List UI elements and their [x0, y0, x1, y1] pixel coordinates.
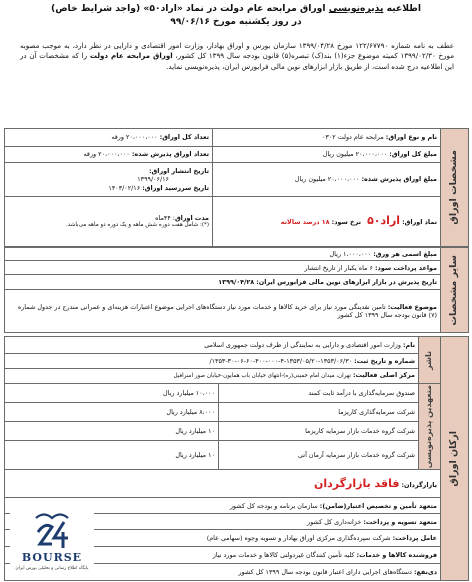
bourse-24-logo-mark: [30, 508, 74, 552]
intro-text-2: را که مشخصات آن در این اطلاعیه درج شده است، از طریق بازار ابزارهای نوین مالی فرابورس ایران، پذیره‌نویسی نماید.: [20, 51, 454, 71]
market-maker-cell: بازارگردان: فاقد بازارگردان: [5, 470, 441, 498]
publisher-reg-cell: شماره و تاریخ ثبت: ۱۳۵۳/۰۶/۳۰-۱۳۵۳/۰۵/۲۰-۴-۰۰۰-۴۰۰-۶۰-۰۶-۳۰-۱۳۵۳/: [5, 354, 419, 369]
publisher-office-cell: مرکز اصلی فعالیت: تهران، میدان امام خمینی(ره)-انتهای خیابان باب همایون-خیابان صور اسرافیل: [5, 369, 419, 384]
payment-cell: مواعد پرداخت سود: ۶ ماه یکبار از تاریخ انتشار: [5, 261, 441, 275]
intro-paragraph: [20, 41, 454, 72]
title-prefix: اطلاعیه: [383, 3, 421, 14]
total-count-cell: تعداد کل اوراق: ۲۰،۰۰۰،۰۰۰ ورقه: [5, 129, 213, 147]
intro-bold: اوراق مرابحه عام دولت: [89, 51, 173, 61]
underwriter-row: صندوق سرمایه‌گذاری با درآمد ثابت کمند: [219, 384, 419, 403]
accepted-amount-cell: مبلغ اوراق پذیرش شده: ۲۰،۰۰۰،۰۰۰ میلیون ریال: [213, 163, 441, 197]
term-cell: مدت اوراق: ۴۴ماه (*): شامل هفت دوره شش ماهه و یک دوره دو ماهه می‌باشد.: [5, 197, 213, 247]
underwriter-amount: ۱۰ میلیارد ریال: [5, 421, 219, 440]
page-subtitle: در روز یکشنبه مورخ ۹۹/۰۶/۱۶: [170, 17, 302, 27]
securities-table: [4, 128, 469, 247]
publisher-name-cell: نام: وزارت امور اقتصادی و دارایی به نمایندگی از طرف دولت جمهوری اسلامی: [5, 337, 419, 354]
securities-section-header: مشخصات اوراق: [441, 129, 469, 247]
other-specs-table: [4, 247, 469, 333]
logo-tagline: پایگاه اطلاع رسانی و تحلیلی بورس ایران: [15, 566, 89, 571]
logo-brand-text: BOURSE: [21, 551, 83, 564]
seller-cell: فروشنده کالاها و خدمات: کلیه تأمین کنندگان غیردولتی کالاها و خدمات مورد نیاز: [5, 547, 441, 564]
payment-agent-cell: عامل پرداخت: شرکت سپرده‌گذاری مرکزی اوراق بهادار و تسویه وجوه (سهامی عام): [5, 530, 441, 547]
underwriter-row: شرکت گروه خدمات بازار سرمایه کاریزما: [219, 421, 419, 440]
other-section-header: سایر مشخصات: [441, 248, 469, 333]
intro-text-1: عطف به نامه شماره ۱۲۲/۶۷۷۹۰ مورخ ۱۳۹۹/۰۴/۲۸ سازمان بورس و اوراق بهادار، وزارت امور اقتصادی و دارایی در نظر دارد، به موجب مصوبه مورخ ۱۳۹۹/۰۲/۳۰ کمیته موضوع جزء(۱) بند(ک) تبصره(۵) قانون بودجه سال ۱۳۹۹ کل کشور،: [20, 41, 454, 61]
bourse-logo: [10, 508, 94, 578]
market-maker-value: فاقد بازارگردان: [313, 476, 400, 490]
total-amount-cell: مبلغ کل اوراق: ۲۰،۰۰۰،۰۰۰ میلیون ریال: [213, 147, 441, 163]
symbol-value: اراد۵۰: [367, 214, 401, 228]
pillars-section-header: ارکان اوراق: [441, 337, 469, 581]
listing-cell: تاریخ پذیرش در بازار ابزارهای نوین مالی فرابورس ایران: ۱۳۹۹/۰۴/۲۸: [5, 275, 441, 290]
underwriter-row: شرکت سرمایه‌گذاری کاریزما: [219, 402, 419, 421]
rate-value: ۱۸ درصد سالانه: [280, 218, 330, 227]
title-underlined-word: پذیره‌نویسی: [328, 3, 384, 14]
purpose-cell: موضوع فعالیت: تامین نقدینگی مورد نیاز برای خرید کالاها و خدمات مورد نیاز دستگاه‌های اجرایی موضوع اعتبارات هزینه‌ای و عمرانی مندرج در جدول شماره (۷) قانون بودجه سال ۱۳۹۹ کل کشور: [5, 290, 441, 333]
underwriter-amount: ۱۰ میلیارد ریال: [5, 440, 219, 469]
face-value-cell: مبلغ اسمی هر ورق: ۱،۰۰۰،۰۰۰ ریال: [5, 248, 441, 261]
underwriters-header: متعهدین پذیره‌نویسی: [419, 384, 441, 470]
accepted-count-cell: تعداد اوراق پذیرش شده: ۲۰،۰۰۰،۰۰۰ ورقه: [5, 147, 213, 163]
name-cell: نام و نوع اوراق: مرابحه عام دولت ۰۳۰۲: [213, 129, 441, 147]
publisher-header: ناشر: [419, 337, 441, 384]
underwriter-amount: ۱۰،۰۰۰ میلیارد ریال: [5, 384, 219, 403]
beneficiary-cell: دی‌نفع: دستگاه‌های اجرایی دارای اعتبار قانون بودجه سال ۱۳۹۹ کل کشور: [5, 564, 441, 581]
underwriter-amount: ۸،۰۰۰ میلیارد ریال: [5, 402, 219, 421]
title-suffix: اوراق مرابحه عام دولت در نماد «اراد۵۰» (واجد شرایط خاص): [51, 3, 329, 14]
guarantor-cell: متعهد تأمین و تخصیص اعتبار(ضامن): سازمان برنامه و بودجه کل کشور: [5, 498, 441, 514]
underwriter-row: شرکت گروه خدمات بازار سرمایه آرمان آتی: [219, 440, 419, 469]
settler-cell: متعهد تسویه و پرداخت: خزانه‌داری کل کشور: [5, 514, 441, 530]
page-title: [8, 3, 464, 15]
symbol-rate-cell: نماد اوراق: اراد۵۰ نرخ سود: ۱۸ درصد سالانه: [213, 197, 441, 247]
dates-cell: تاریخ انتشار اوراق: ۱۳۹۹/۰۶/۱۶ تاریخ سررسید اوراق: ۱۴۰۳/۰۲/۱۶: [5, 163, 213, 197]
